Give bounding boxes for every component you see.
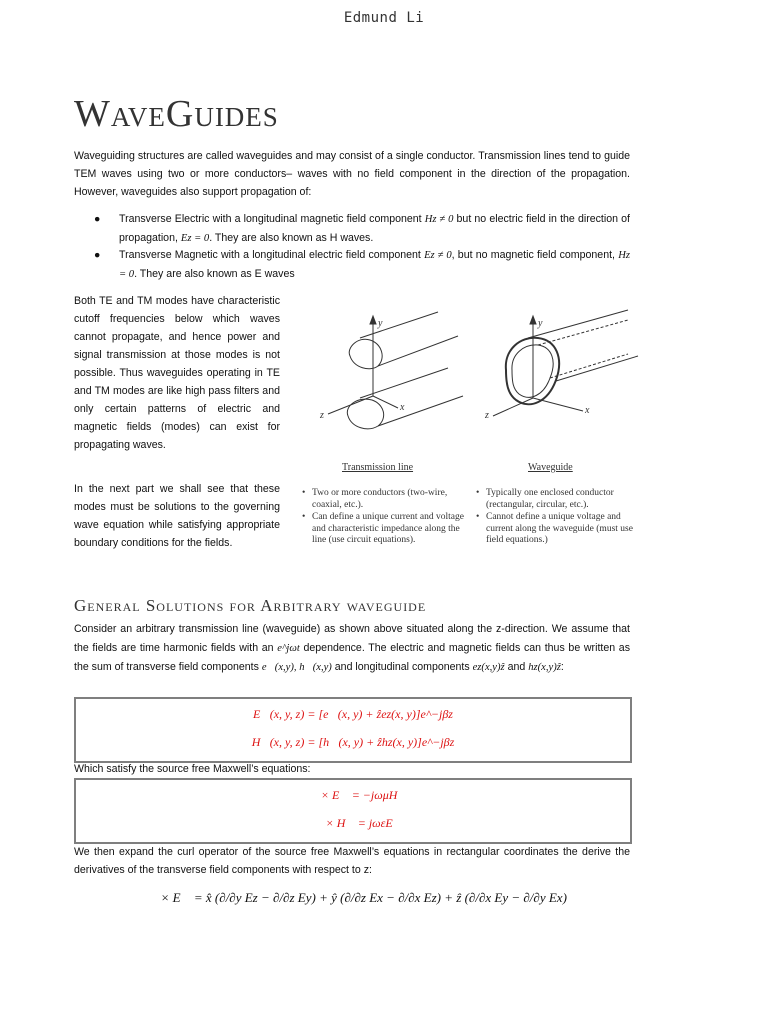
bullet-tm-text: Transverse Magnetic with a longitudinal electric field component Ez ≠ 0, but no magnetic field component, Hz = 0. They are also known as E waves [119,249,630,280]
list-item: • Can define a unique current and voltage and characteristic impedance along the line (use circuit equations). [302,512,464,547]
author-header: Edmund Li [343,10,425,26]
left-z-label: z [320,410,324,421]
magnetic-field-equation: H⃗(x, y, z) = [h⃗(x, y) + ẑhz(x, y)]e^−jβz [251,735,455,749]
math-inline: ez(x,y)ẑ [472,662,505,673]
right-x-label: x [585,405,590,416]
bullet-dot: ● [94,249,101,261]
page-title: WaveGuides [74,93,279,135]
lower-conductor-end [347,399,383,429]
next-part-paragraph: In the next part we shall see that these modes must be solutions to the governing wave equation while satisfying appropriate boundary conditions for the fields. [74,483,280,549]
waveguide-points [476,488,638,548]
field-equations-box [74,697,632,763]
upper-conductor-end [349,339,382,369]
bullet-te-text: Transverse Electric with a longitudinal magnetic field component Hz ≠ 0 but no electric field in the direction of propagation, Ez = 0. They are also known as H waves. [119,213,630,244]
transmission-line-caption: Transmission line [342,462,414,473]
left-y-label: y [378,318,383,329]
math-inline: Hz = 0 [119,250,630,280]
intro-paragraph: Waveguiding structures are called waveguides and may consist of a single conductor. Transmission lines tend to guide TEM waves using two or more conductors– waves with no field component in the direction of the propagation. However, waveguides also support propagation of: [74,150,630,198]
math-inline: Ez ≠ 0 [424,250,452,261]
electric-field-equation: E⃗(x, y, z) = [e⃗(x, y) + ẑez(x, y)]e^−jβz [253,707,453,721]
faraday-equation: ∇⃗ × E⃗ = −jωμH⃗ [299,788,407,802]
maxwell-equations-box [74,778,632,844]
bullet-dot: ● [94,213,101,225]
list-item: • Cannot define a unique voltage and current along the waveguide (must use field equations.) [476,512,638,547]
waveguide-outer-end [506,338,559,404]
ampere-equation: ∇⃗ × H⃗ = jωεE⃗ [303,816,403,830]
math-inline: e⃗(x,y), h⃗(x,y) [261,662,332,673]
list-item: • Two or more conductors (two-wire, coaxial, etc.). [302,488,464,511]
transmission-line-points [302,488,464,548]
section-heading: General Solutions for Arbitrary waveguide [74,596,427,615]
left-x-label: x [400,402,405,413]
math-inline: hz(x,y)ẑ [528,662,561,673]
bullet-te [94,210,630,246]
maxwell-intro: Which satisfy the source free Maxwell’s equations: [74,763,311,775]
curl-expansion-equation: ∇⃗ × E⃗ = x̂ (∂/∂y Ez − ∂/∂z Ey) + ŷ (∂/∂z Ex − ∂/∂x Ez) + ẑ (∂/∂x Ey − ∂/∂y Ex) [137,890,567,905]
section-paragraph: Consider an arbitrary transmission line (waveguide) as shown above situated along the z-direction. We assume that the fields are time harmonic fields with an e^jωt dependence. The electric and magnetic fields can thus be written as the sum of transverse field components e⃗(x,y), h⃗(x,y) and longitudinal components ez(x,y)ẑ and hz(x,y)ẑ: [74,623,630,673]
waveguide-caption: Waveguide [528,462,573,473]
modes-paragraph: Both TE and TM modes have characteristic cutoff frequencies below which waves cannot propagate, and hence power and signal transmission at those modes is not possible. Thus waveguides operating in TE and TM modes are like high pass filters and only certain patterns of electric and magnetic fields (modes) can exist for propagating waves. [74,295,280,451]
right-y-label: y [538,318,543,329]
right-z-axis [493,398,533,416]
list-item: • Typically one enclosed conductor (rectangular, circular, etc.). [476,488,638,511]
bullet-tm [94,246,630,282]
math-inline: e^jωt [277,643,300,654]
right-z-label: z [485,410,489,421]
waveguide-diagram [298,306,644,476]
math-inline: Ez = 0 [180,233,210,244]
waveguide-figure [298,306,644,476]
expand-paragraph: We then expand the curl operator of the source free Maxwell’s equations in rectangular coordinates the derive the derivatives of the transverse field components with respect to z: [74,846,630,876]
math-inline: Hz ≠ 0 [424,214,454,225]
